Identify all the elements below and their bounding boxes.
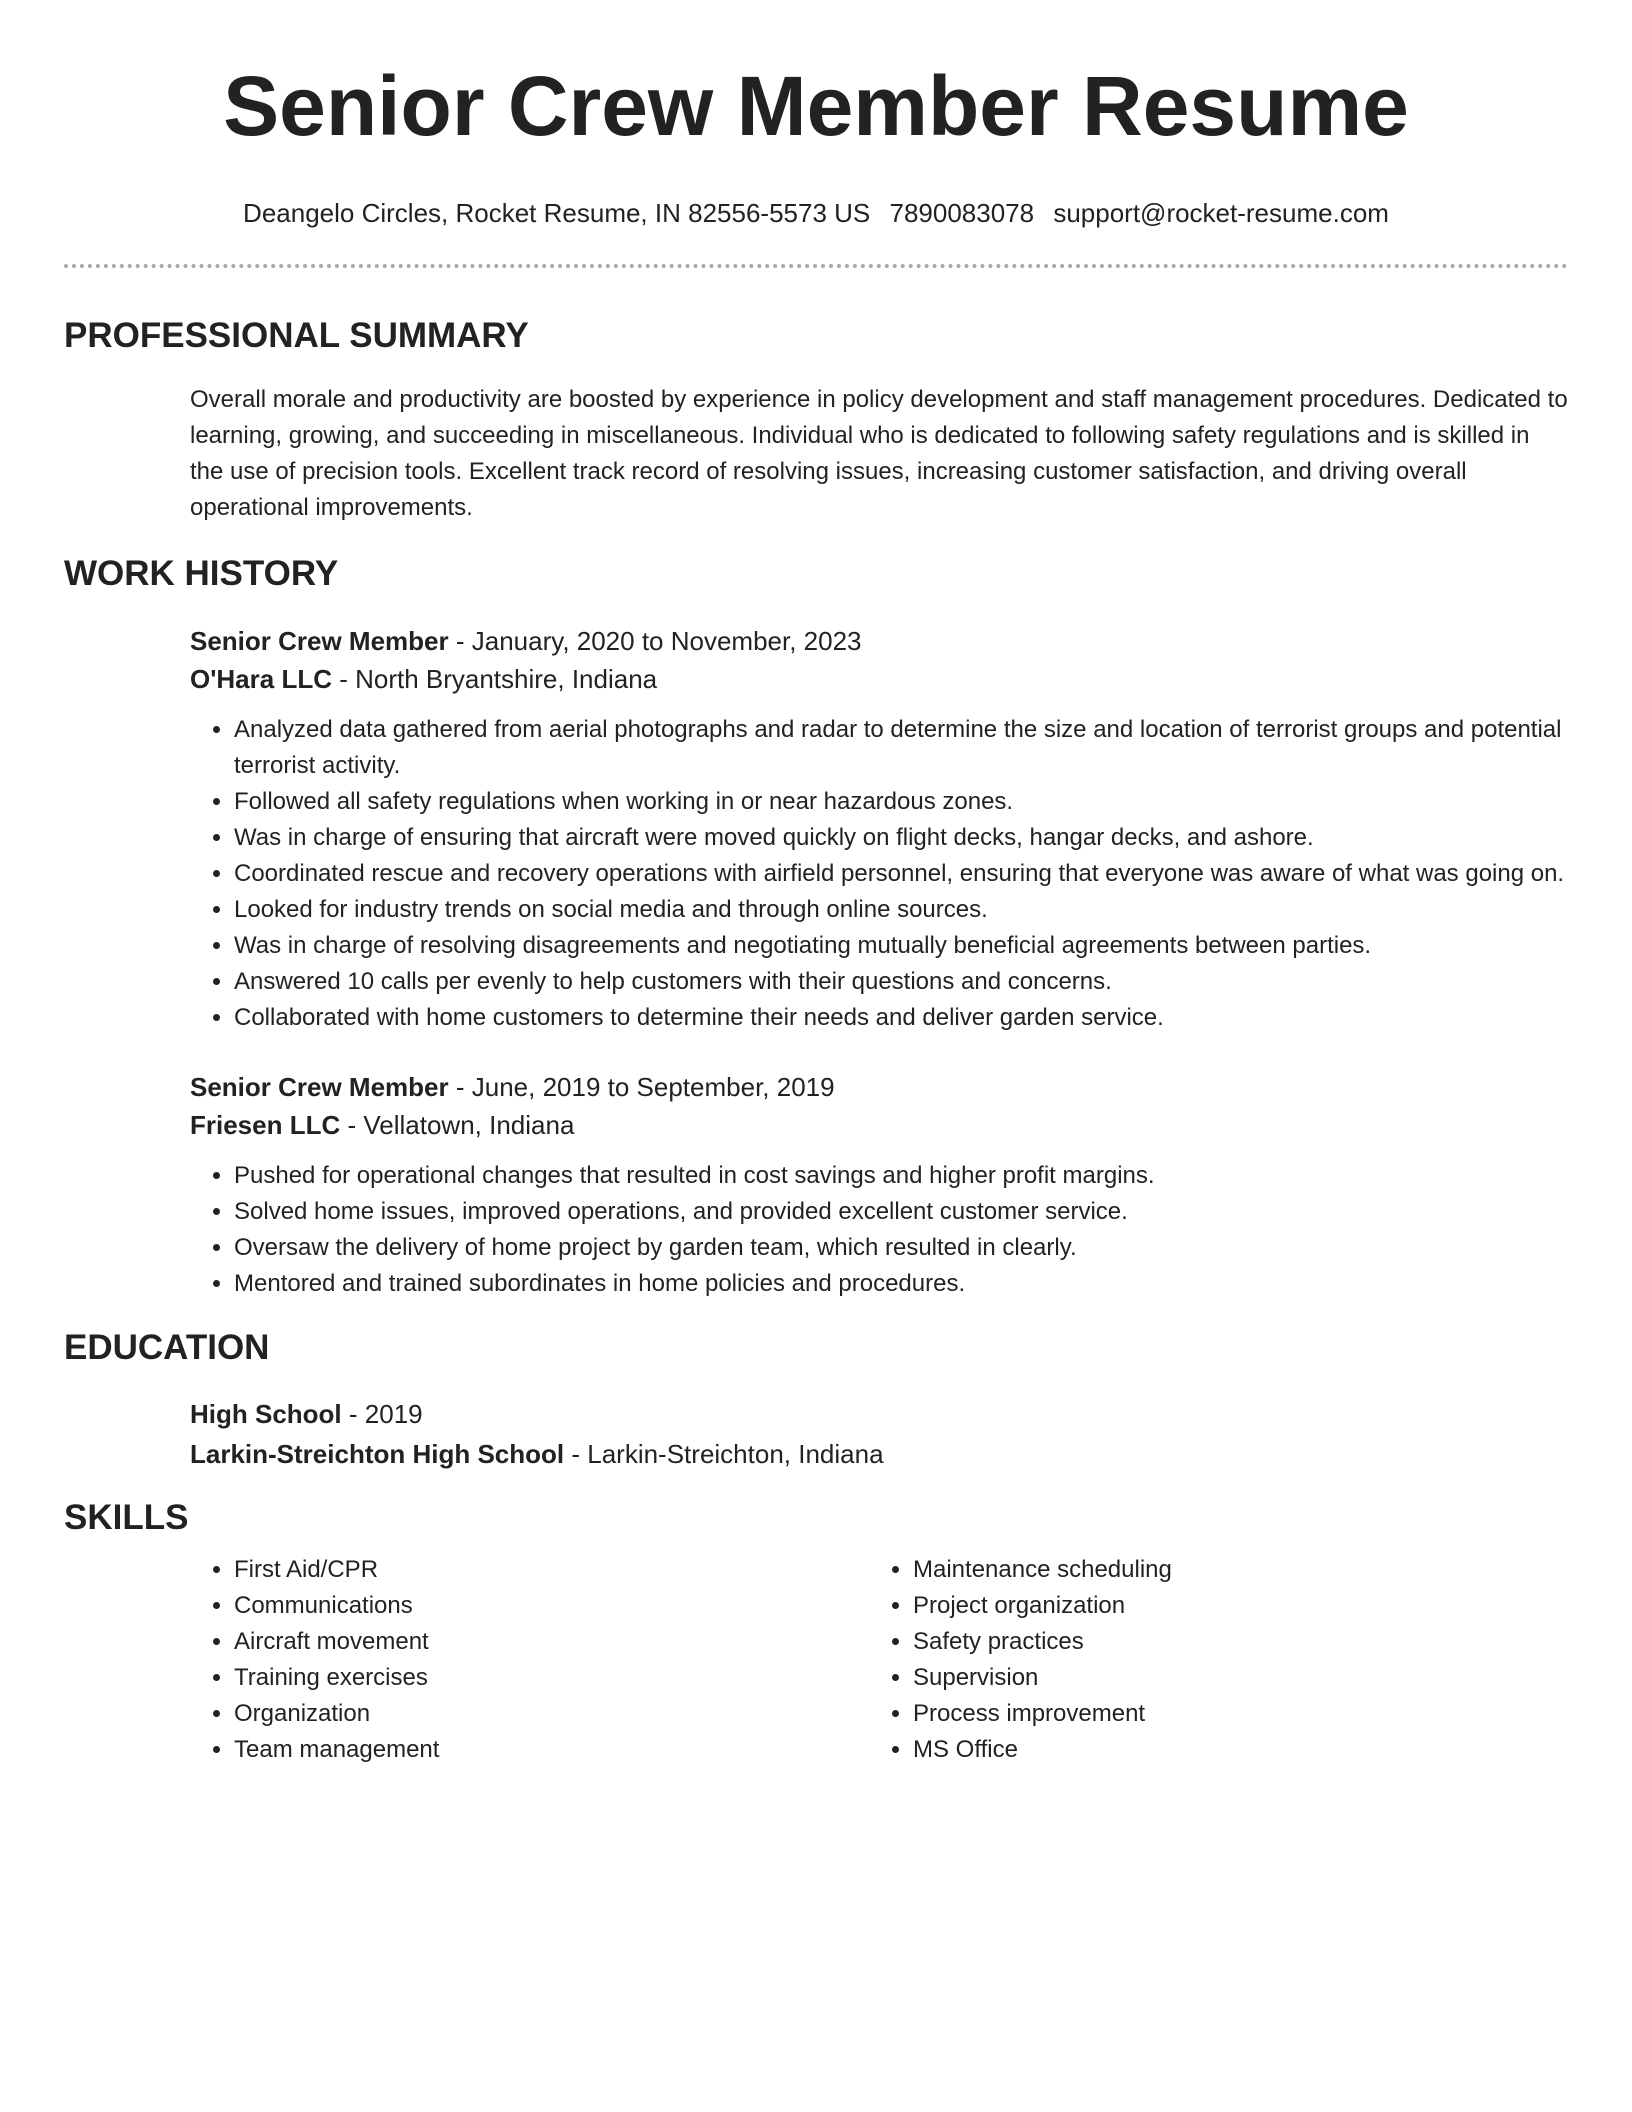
header-divider: [64, 264, 1568, 268]
skills-heading: SKILLS: [64, 1498, 189, 1537]
work-history-heading: WORK HISTORY: [64, 554, 339, 593]
education-school-line: [190, 1434, 1568, 1474]
job-dates: - January, 2020 to November, 2023: [448, 626, 862, 656]
list-item: • Answered 10 calls per evenly to help customers with their questions and concerns.: [234, 964, 1568, 1000]
job-bullets: [190, 1158, 1568, 1302]
summary-text: Overall morale and productivity are boosted by experience in policy development and staff management procedures. Dedicated to learning, growing, and succeeding in miscellaneous. Individual who is dedicated to following safety regulations and is skilled in the use of precision tools. Excellent track record of resolving issues, increasing customer satisfaction, and driving overall operational improvements.: [190, 386, 1568, 521]
skill-item: • Maintenance scheduling: [913, 1552, 1548, 1588]
list-item: • Analyzed data gathered from aerial photographs and radar to determine the size and location of terrorist groups and potential terrorist activity.: [234, 712, 1568, 784]
skills-column-left: [190, 1552, 869, 1768]
contact-line: [64, 196, 1568, 230]
list-item: • Was in charge of resolving disagreements and negotiating mutually beneficial agreements between parties.: [234, 928, 1568, 964]
list-item: • Solved home issues, improved operations, and provided excellent customer service.: [234, 1194, 1568, 1230]
job-company-line: [190, 1106, 1568, 1144]
education-section: [64, 1394, 1568, 1474]
job-company-line: [190, 660, 1568, 698]
job-title-line: [190, 622, 1568, 660]
education-heading: EDUCATION: [64, 1328, 270, 1367]
skill-item: • Safety practices: [913, 1624, 1548, 1660]
list-item: • Pushed for operational changes that resulted in cost savings and higher profit margins.: [234, 1158, 1568, 1194]
resume-title: Senior Crew Member Resume: [223, 59, 1409, 153]
list-item: • Collaborated with home customers to determine their needs and deliver garden service.: [234, 1000, 1568, 1036]
job-location: - North Bryantshire, Indiana: [331, 664, 658, 694]
education-degree-line: [190, 1394, 1568, 1434]
job-title: Senior Crew Member: [190, 626, 449, 656]
job-entry: [190, 1068, 1568, 1302]
skills-grid: [190, 1552, 1568, 1768]
skill-item: • MS Office: [913, 1732, 1548, 1768]
education-school: Larkin-Streichton High School: [190, 1439, 565, 1469]
skill-item: • Project organization: [913, 1588, 1548, 1624]
skill-item: • Organization: [234, 1696, 869, 1732]
summary-heading: PROFESSIONAL SUMMARY: [64, 316, 529, 355]
list-item: • Coordinated rescue and recovery operations with airfield personnel, ensuring that everyone was aware of what was going on.: [234, 856, 1568, 892]
education-year: - 2019: [341, 1399, 423, 1429]
education-location: - Larkin-Streichton, Indiana: [564, 1439, 884, 1469]
list-item: • Followed all safety regulations when working in or near hazardous zones.: [234, 784, 1568, 820]
list-item: • Was in charge of ensuring that aircraft were moved quickly on flight decks, hangar decks, and ashore.: [234, 820, 1568, 856]
job-entry: [190, 622, 1568, 1036]
list-item: • Mentored and trained subordinates in home policies and procedures.: [234, 1266, 1568, 1302]
job-company: Friesen LLC: [190, 1110, 341, 1140]
contact-phone: 7890083078: [889, 198, 1035, 228]
skill-item: • Aircraft movement: [234, 1624, 869, 1660]
job-title: Senior Crew Member: [190, 1072, 449, 1102]
summary-section: [64, 382, 1568, 526]
skills-column-right: [869, 1552, 1548, 1768]
job-title-line: [190, 1068, 1568, 1106]
job-dates: - June, 2019 to September, 2019: [448, 1072, 835, 1102]
skill-item: • Supervision: [913, 1660, 1548, 1696]
contact-email: support@rocket-resume.com: [1053, 198, 1389, 228]
skill-item: • First Aid/CPR: [234, 1552, 869, 1588]
job-location: - Vellatown, Indiana: [340, 1110, 575, 1140]
list-item: • Oversaw the delivery of home project by garden team, which resulted in clearly.: [234, 1230, 1568, 1266]
work-history-section: [64, 622, 1568, 1302]
job-company: O'Hara LLC: [190, 664, 332, 694]
education-degree: High School: [190, 1399, 342, 1429]
list-item: • Looked for industry trends on social media and through online sources.: [234, 892, 1568, 928]
contact-address: Deangelo Circles, Rocket Resume, IN 82556-5573 US: [243, 198, 871, 228]
skills-section: [64, 1552, 1568, 1768]
skill-item: • Training exercises: [234, 1660, 869, 1696]
job-bullets: [190, 712, 1568, 1036]
skill-item: • Team management: [234, 1732, 869, 1768]
skill-item: • Communications: [234, 1588, 869, 1624]
skill-item: • Process improvement: [913, 1696, 1548, 1732]
